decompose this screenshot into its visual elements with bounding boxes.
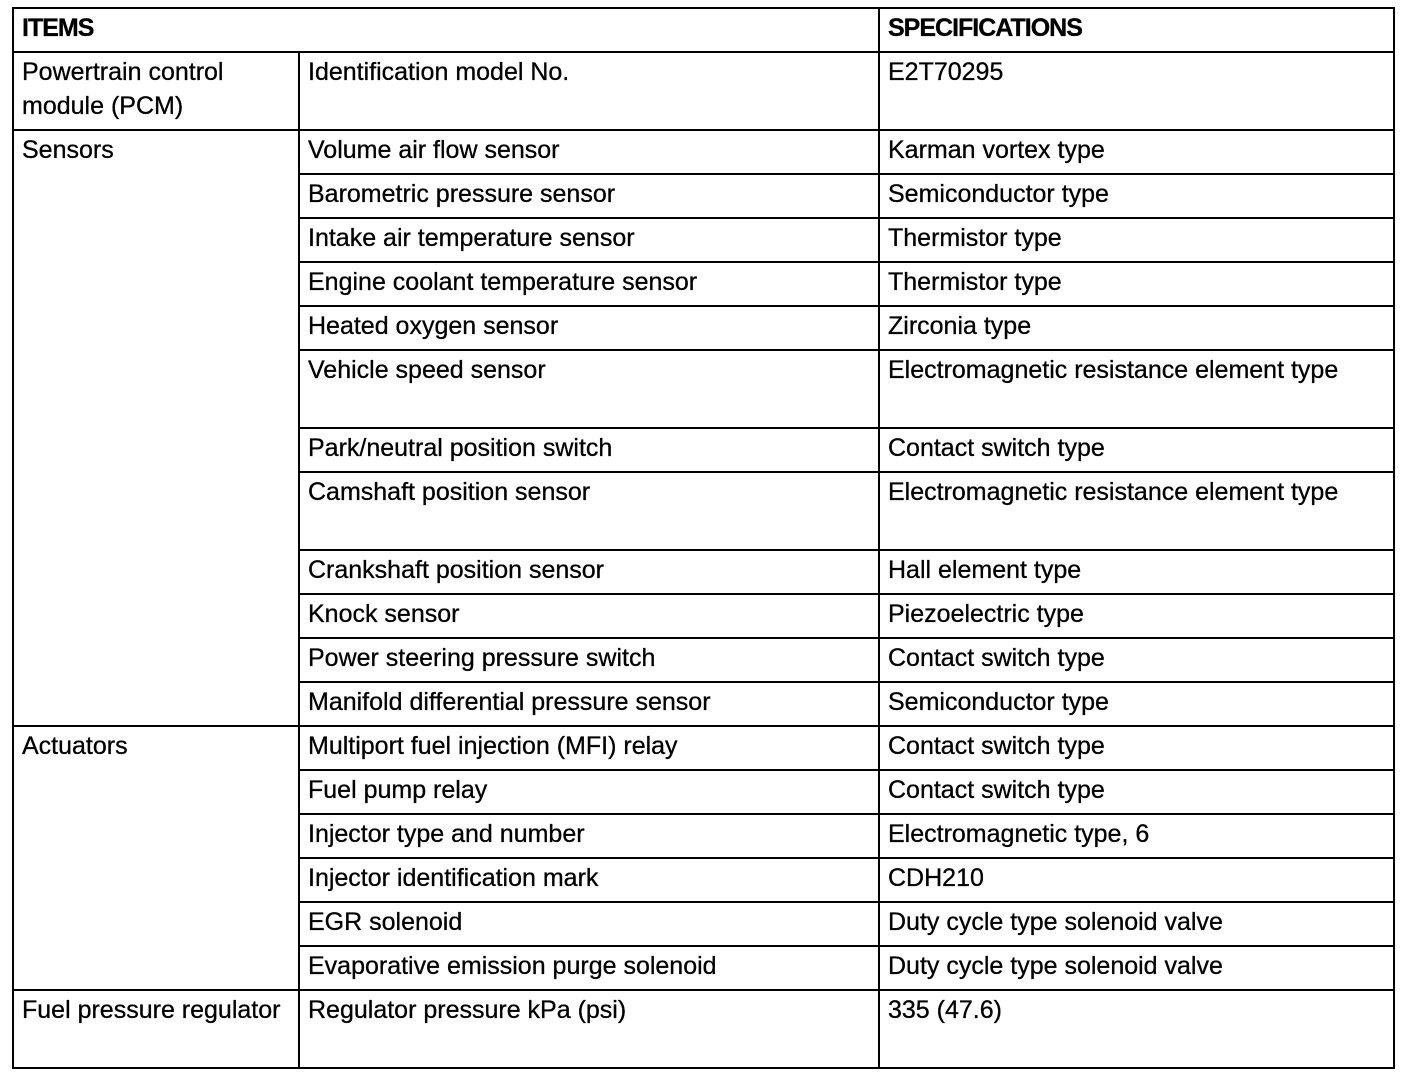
item-cell: Intake air temperature sensor: [299, 218, 879, 262]
spec-cell: Hall element type: [879, 550, 1394, 594]
category-cell-sensors: Sensors: [13, 130, 299, 726]
item-cell: Injector type and number: [299, 814, 879, 858]
item-cell: Fuel pump relay: [299, 770, 879, 814]
spec-cell: Electromagnetic resistance element type: [879, 472, 1394, 550]
table-header-row: [13, 8, 1394, 52]
spec-cell: Semiconductor type: [879, 174, 1394, 218]
spec-cell: Thermistor type: [879, 218, 1394, 262]
spec-cell: 335 (47.6): [879, 990, 1394, 1068]
item-cell: Heated oxygen sensor: [299, 306, 879, 350]
table-row: [13, 52, 1394, 130]
spec-cell: Contact switch type: [879, 428, 1394, 472]
item-cell: Regulator pressure kPa (psi): [299, 990, 879, 1068]
category-cell-actuators: Actuators: [13, 726, 299, 990]
spec-cell: Duty cycle type solenoid valve: [879, 946, 1394, 990]
table-row: [13, 990, 1394, 1068]
spec-cell: Contact switch type: [879, 770, 1394, 814]
item-cell: Engine coolant temperature sensor: [299, 262, 879, 306]
spec-cell: Electromagnetic type, 6: [879, 814, 1394, 858]
item-cell: Power steering pressure switch: [299, 638, 879, 682]
item-cell: Multiport fuel injection (MFI) relay: [299, 726, 879, 770]
table-row: [13, 726, 1394, 770]
item-cell: Volume air flow sensor: [299, 130, 879, 174]
specifications-table: [12, 7, 1395, 1069]
table-row: [13, 130, 1394, 174]
item-cell: Injector identification mark: [299, 858, 879, 902]
item-cell: Camshaft position sensor: [299, 472, 879, 550]
spec-cell: CDH210: [879, 858, 1394, 902]
spec-cell: E2T70295: [879, 52, 1394, 130]
item-cell: Identification model No.: [299, 52, 879, 130]
spec-cell: Thermistor type: [879, 262, 1394, 306]
item-cell: Barometric pressure sensor: [299, 174, 879, 218]
spec-cell: Electromagnetic resistance element type: [879, 350, 1394, 428]
item-cell: Knock sensor: [299, 594, 879, 638]
item-cell: EGR solenoid: [299, 902, 879, 946]
item-cell: Vehicle speed sensor: [299, 350, 879, 428]
category-cell-pcm: Powertrain control module (PCM): [13, 52, 299, 130]
item-cell: Crankshaft position sensor: [299, 550, 879, 594]
spec-cell: Zirconia type: [879, 306, 1394, 350]
header-specifications: SPECIFICATIONS: [879, 8, 1394, 52]
spec-cell: Karman vortex type: [879, 130, 1394, 174]
spec-cell: Contact switch type: [879, 726, 1394, 770]
spec-cell: Piezoelectric type: [879, 594, 1394, 638]
spec-cell: Semiconductor type: [879, 682, 1394, 726]
spec-cell: Duty cycle type solenoid valve: [879, 902, 1394, 946]
item-cell: Manifold differential pressure sensor: [299, 682, 879, 726]
header-items: ITEMS: [13, 8, 879, 52]
item-cell: Park/neutral position switch: [299, 428, 879, 472]
item-cell: Evaporative emission purge solenoid: [299, 946, 879, 990]
category-cell-fuel-pressure-regulator: Fuel pressure regulator: [13, 990, 299, 1068]
spec-cell: Contact switch type: [879, 638, 1394, 682]
